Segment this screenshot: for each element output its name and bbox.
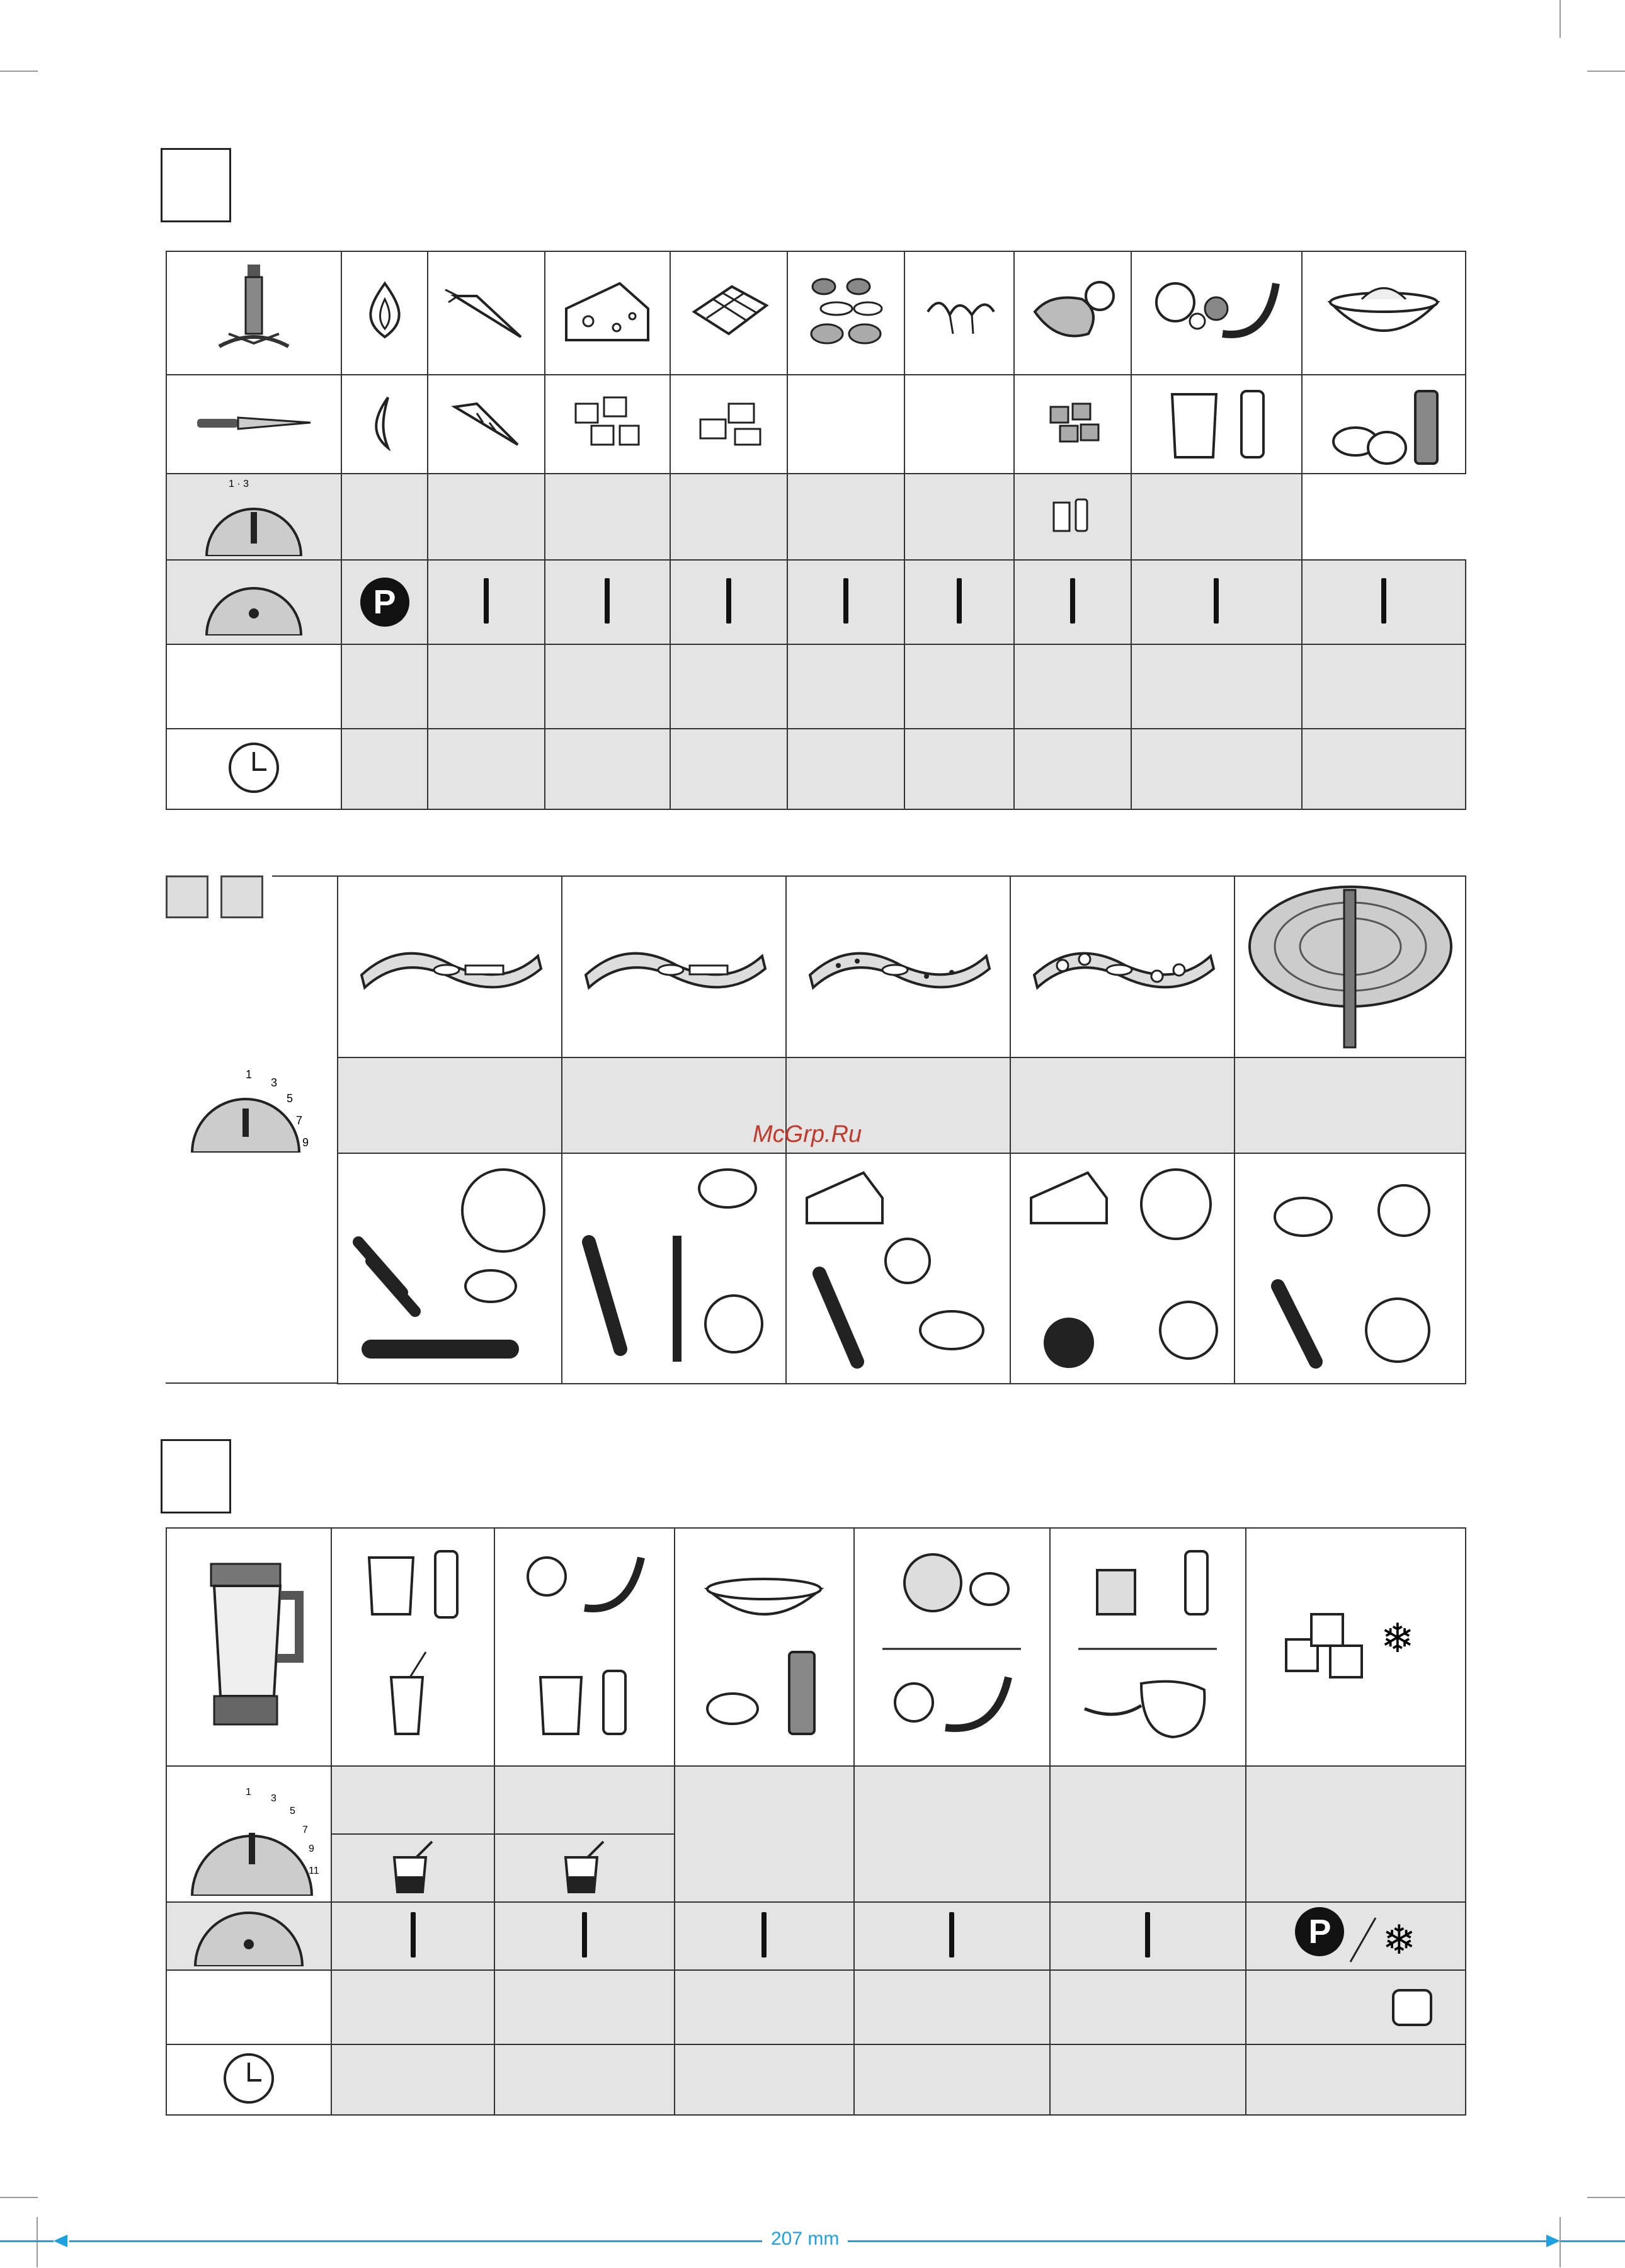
section-2-left-rule — [166, 1382, 337, 1384]
cheese-icon — [545, 251, 670, 375]
svg-text:1: 1 — [246, 1068, 253, 1081]
ice-cubes-icon — [1246, 1528, 1466, 1766]
dimension-outer-line-left — [0, 2240, 54, 2242]
section-2-tag-b — [220, 875, 263, 918]
on-mark — [675, 1902, 854, 1970]
crop-mark — [1587, 2197, 1625, 2198]
fruit-drinks-icon — [494, 1528, 674, 1766]
crop-mark — [1559, 0, 1561, 38]
parsley-icon — [904, 251, 1014, 375]
knife-icon — [166, 375, 341, 474]
clock-icon — [166, 2044, 331, 2115]
vegetables-group-1-icon — [338, 1153, 562, 1384]
slicing-disc-2-icon — [562, 876, 786, 1057]
power-switch-icon — [166, 560, 341, 644]
svg-text:9: 9 — [302, 1136, 309, 1149]
vegetables-fruit-icon — [854, 1528, 1050, 1766]
drink-glass-icon — [331, 1834, 494, 1902]
chocolate-pieces-icon — [670, 375, 787, 474]
svg-text:❄: ❄ — [1381, 1615, 1415, 1662]
chocolate-icon — [670, 251, 787, 375]
grating-disc-fine-icon — [786, 876, 1010, 1057]
crop-mark — [0, 71, 38, 72]
slicing-disc-1-icon — [338, 876, 562, 1057]
on-mark — [1131, 560, 1303, 644]
watermark-text: McGrp.Ru — [753, 1121, 862, 1148]
empty-cell — [904, 375, 1014, 474]
chopper-table — [166, 251, 1466, 810]
fruit-icon — [1131, 251, 1303, 375]
juice-drinks-icon — [331, 1528, 494, 1766]
svg-text:5: 5 — [290, 1805, 295, 1816]
svg-text:3: 3 — [271, 1076, 278, 1089]
vegetables-group-4-icon — [1010, 1153, 1234, 1384]
drink-glass-icon — [494, 1834, 674, 1902]
on-mark — [1302, 560, 1466, 644]
on-mark — [1014, 560, 1131, 644]
dimension-arrow-right — [1546, 2235, 1560, 2247]
onion-icon — [341, 251, 428, 375]
cream-bowl-icon — [1302, 251, 1466, 375]
on-mark — [787, 560, 904, 644]
vegetables-group-3-icon — [786, 1153, 1010, 1384]
mayonnaise-icon — [675, 1528, 854, 1766]
vegetables-group-2-icon — [562, 1153, 786, 1384]
pulse-badge: P — [341, 560, 428, 644]
on-mark — [494, 1902, 674, 1970]
soups-icon — [1050, 1528, 1246, 1766]
speed-dial-icon — [167, 1064, 324, 1156]
meat-icon — [1014, 251, 1131, 375]
on-mark — [428, 560, 545, 644]
clock-icon — [166, 729, 341, 809]
on-mark — [904, 560, 1014, 644]
blender-jar-icon — [166, 1528, 331, 1766]
on-mark — [545, 560, 670, 644]
svg-text:7: 7 — [296, 1114, 303, 1127]
crop-mark — [37, 2217, 38, 2267]
meat-cubes-icon — [1014, 375, 1131, 474]
nuts-icon — [787, 251, 904, 375]
on-mark — [1050, 1902, 1246, 1970]
speed-dial-icon — [166, 1766, 331, 1902]
svg-text:5: 5 — [287, 1092, 294, 1105]
onion-slice-icon — [341, 375, 428, 474]
svg-text:1 · 3: 1 · 3 — [229, 479, 249, 489]
jug-bottle-small-icon — [1014, 474, 1131, 560]
slicer-table — [337, 875, 1466, 1384]
crop-mark — [1587, 71, 1625, 72]
on-mark — [854, 1902, 1050, 1970]
eggs-oil-icon — [1302, 375, 1466, 474]
on-mark — [331, 1902, 494, 1970]
snowflake-icon: ❄ — [1382, 1917, 1417, 1964]
section-1-marker-box — [161, 148, 231, 222]
chopper-attachment-icon — [166, 251, 341, 375]
on-mark — [670, 560, 787, 644]
blender-table — [166, 1527, 1466, 2116]
milk-jug-icon — [1131, 375, 1303, 474]
vegetables-group-5-icon — [1234, 1153, 1466, 1384]
dimension-arrow-left — [54, 2235, 67, 2247]
speed-dial-icon — [166, 474, 341, 560]
svg-text:9: 9 — [309, 1843, 314, 1854]
crop-mark — [0, 2197, 38, 2198]
grating-disc-coarse-icon — [1010, 876, 1234, 1057]
dimension-label: 207 mm — [762, 2228, 848, 2250]
svg-text:11: 11 — [309, 1865, 319, 1876]
julienne-disc-icon — [1234, 876, 1466, 1057]
cheese-cubes-icon — [545, 375, 670, 474]
svg-text:3: 3 — [271, 1792, 277, 1804]
carrot-pieces-icon — [428, 375, 545, 474]
section-3-marker-box — [161, 1439, 231, 1513]
empty-cell — [787, 375, 904, 474]
section-2-tag-a — [166, 875, 208, 918]
power-switch-icon — [166, 1902, 331, 1970]
svg-text:7: 7 — [302, 1824, 308, 1835]
carrot-icon — [428, 251, 545, 375]
ice-cube-small-icon — [1246, 1970, 1466, 2044]
dimension-outer-line-right — [1561, 2240, 1625, 2242]
svg-text:1: 1 — [246, 1786, 251, 1798]
pulse-ice-crush-mark: P ❄ — [1246, 1902, 1466, 1970]
